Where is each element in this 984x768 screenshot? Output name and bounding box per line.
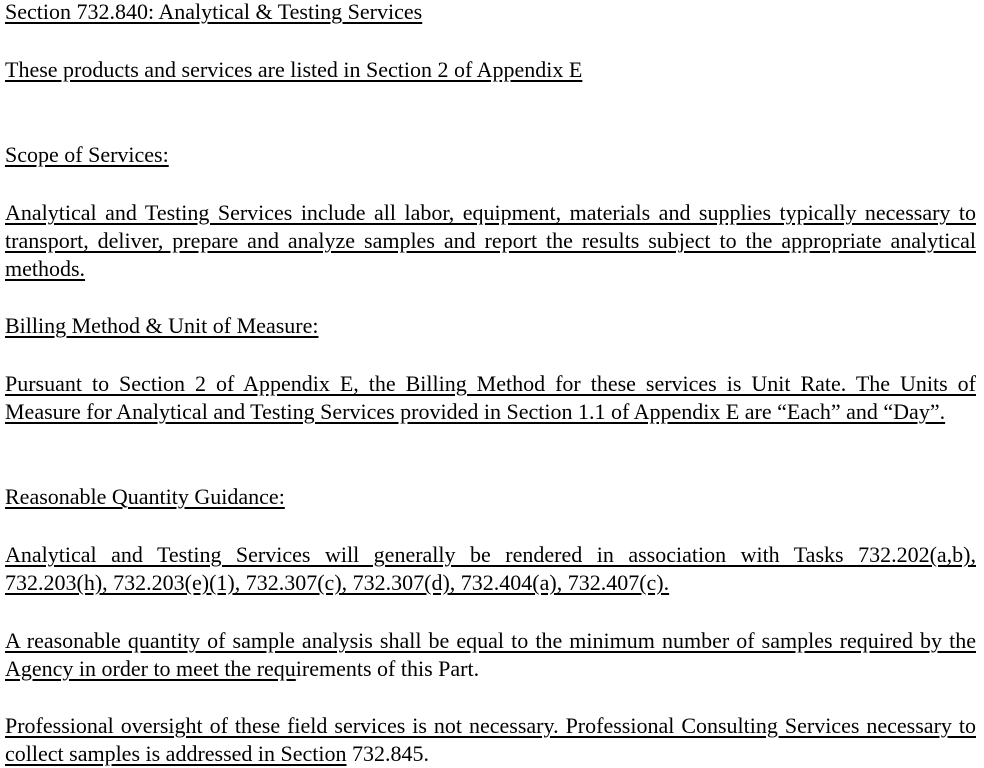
section-title: Section 732.840: Analytical & Testing Services: [5, 0, 423, 24]
billing-heading: Billing Method & Unit of Measure:: [5, 313, 319, 338]
billing-paragraph: Pursuant to Section 2 of Appendix E, the Billing Method for these services is Unit Rate. The Units of Measure for Analytical and Testing Services provided in Section 1.1 of Appendix E are “Each” and “Day”.: [5, 371, 976, 424]
oversight-underlined-text: Professional oversight of these field services is not necessary. Professional Consulting Services necessary to collect samples is addressed in Section: [5, 713, 976, 766]
quantity-guidance-heading: Reasonable Quantity Guidance:: [5, 484, 285, 509]
quantity-guidance-tasks-paragraph: Analytical and Testing Services will generally be rendered in association with Tasks 732.202(a,b), 732.203(h), 732.203(e)(1), 732.307(c), 732.307(d), 732.404(a), 732.407(c).: [5, 542, 976, 595]
intro-text: These products and services are listed in Section 2 of Appendix E: [5, 57, 583, 82]
professional-oversight-paragraph: [5, 712, 976, 768]
sample-quantity-underlined-text: A reasonable quantity of sample analysis shall be equal to the minimum number of samples required by the Agency in order to meet the requ: [5, 628, 976, 681]
sample-quantity-plain-text: irements of this Part.: [295, 656, 480, 681]
oversight-plain-text: 732.845.: [346, 741, 430, 766]
scope-heading: Scope of Services:: [5, 142, 169, 167]
scope-paragraph: Analytical and Testing Services include all labor, equipment, materials and supplies typically necessary to transport, deliver, prepare and analyze samples and report the results subject to the appropriate analytical methods.: [5, 200, 976, 281]
sample-quantity-paragraph: [5, 627, 976, 683]
